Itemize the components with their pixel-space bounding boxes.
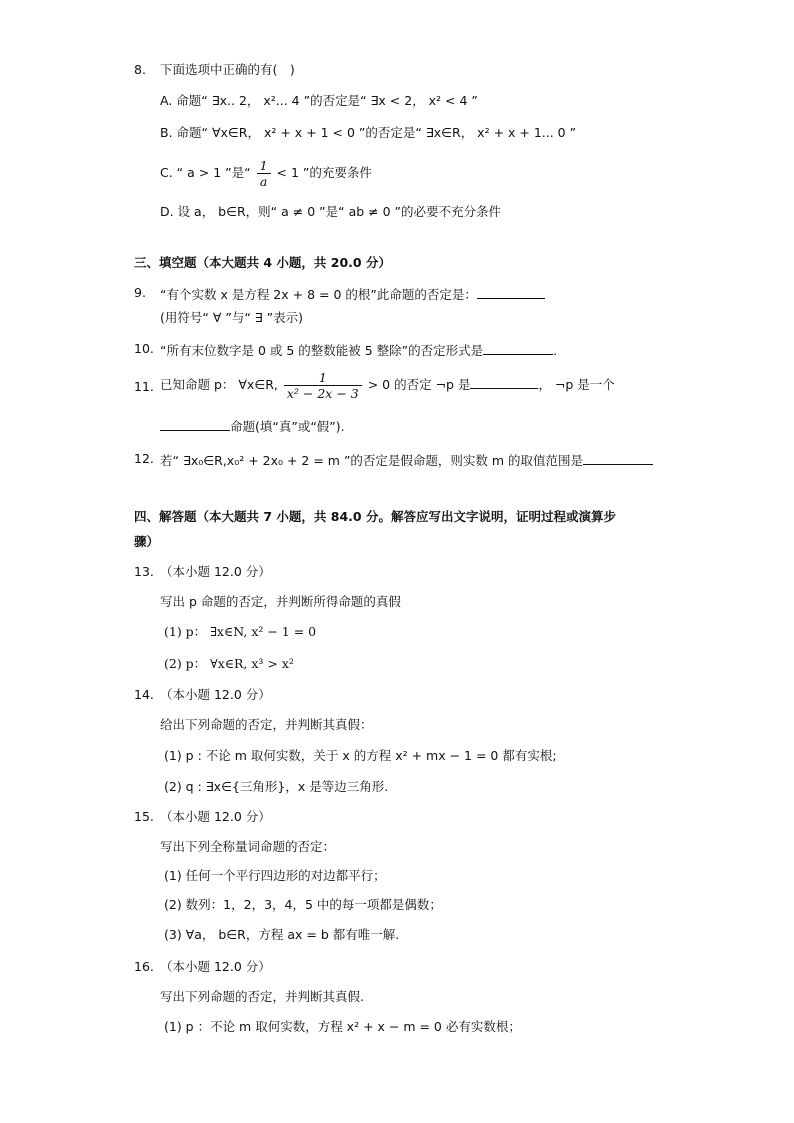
q8-number: 8. xyxy=(134,62,146,77)
q14-instruction: 给出下列命题的否定，并判断其真假： xyxy=(160,717,373,732)
q9-number: 9. xyxy=(134,285,146,300)
q12-answer-blank[interactable] xyxy=(583,450,653,465)
q15-number: 15. xyxy=(134,809,154,824)
q15-item-2: (2) 数列：1，2，3，4，5 中的每一项都是偶数； xyxy=(164,897,442,912)
q11-pre: 已知命题 p： ∀x∈R, xyxy=(160,377,278,392)
q16-item-1: (1) p ：不论 m 取何实数，方程 x² + x − m = 0 必有实数根； xyxy=(164,1019,521,1034)
q14-number: 14. xyxy=(134,687,154,702)
q14-score: （本小题 12.0 分） xyxy=(160,687,271,702)
q10-line xyxy=(160,340,557,360)
q10-answer-blank[interactable] xyxy=(483,340,553,355)
q11-line2-text: 命题(填“真”或“假”). xyxy=(230,419,345,434)
q13-instruction: 写出 p 命题的否定，并判断所得命题的真假 xyxy=(160,594,401,609)
q16-number: 16. xyxy=(134,959,154,974)
fraction-numerator: 1 xyxy=(318,370,327,385)
q10-end: . xyxy=(553,343,558,358)
fraction-denominator: a xyxy=(257,173,271,189)
section-4-title-line2: 骤） xyxy=(134,534,160,549)
q12-text: 若“ ∃x₀∈R,x₀² + 2x₀ + 2 = m ”的否定是假命题，则实数 m 的取值范围是 xyxy=(160,453,584,468)
q14-item-1: (1) p : 不论 m 取何实数，关于 x 的方程 x² + mx − 1 = 0 都有实根; xyxy=(164,748,557,763)
q13-item-2: (2) p： ∀x∈R, x³ > x² xyxy=(164,656,294,671)
q9-answer-blank[interactable] xyxy=(477,284,545,299)
q8-option-c-fraction xyxy=(257,158,271,189)
q11-line1 xyxy=(160,366,615,404)
q12-number: 12. xyxy=(134,451,154,466)
q8-option-c-post: < 1 ”的充要条件 xyxy=(276,165,372,180)
q8-option-c-pre: C. “ a > 1 ”是“ xyxy=(160,165,251,180)
q9-text: “有个实数 x 是方程 2x + 8 = 0 的根”此命题的否定是： xyxy=(160,287,477,302)
q11-mid: > 0 的否定 ¬p 是 xyxy=(367,377,471,392)
q16-score: （本小题 12.0 分） xyxy=(160,959,271,974)
q11-fraction xyxy=(284,370,362,401)
q8-stem: 下面选项中正确的有( ) xyxy=(160,62,295,77)
q15-score: （本小题 12.0 分） xyxy=(160,809,271,824)
q15-item-1: (1) 任何一个平行四边形的对边都平行； xyxy=(164,868,386,883)
q8-option-c xyxy=(160,155,372,191)
q12-line xyxy=(160,450,653,470)
fraction-numerator: 1 xyxy=(259,158,268,173)
q8-option-b: B. 命题“ ∀x∈R， x² + x + 1 < 0 ”的否定是“ ∃x∈R， x² + x + 1... 0 ” xyxy=(160,125,577,140)
q13-number: 13. xyxy=(134,564,154,579)
fraction-denominator: x² − 2x − 3 xyxy=(284,385,362,401)
q15-instruction: 写出下列全称量词命题的否定： xyxy=(160,839,336,854)
q8-option-d: D. 设 a， b∈R，则“ a ≠ 0 ”是“ ab ≠ 0 ”的必要不充分条件 xyxy=(160,204,501,219)
q14-item-2: (2) q : ∃x∈{三角形}，x 是等边三角形. xyxy=(164,779,389,794)
q9-line2: (用符号“ ∀ ”与“ ∃ ”表示) xyxy=(160,310,303,325)
section-4-title-line1: 四、解答题（本大题共 7 小题，共 84.0 分。解答应写出文字说明，证明过程或演算步 xyxy=(134,509,616,524)
q13-score: （本小题 12.0 分） xyxy=(160,564,271,579)
q11-answer-blank-1[interactable] xyxy=(470,374,538,389)
q11-number: 11. xyxy=(134,379,154,394)
q16-instruction: 写出下列命题的否定，并判断其真假. xyxy=(160,989,364,1004)
q11-line2 xyxy=(160,416,345,436)
q15-item-3: (3) ∀a， b∈R，方程 ax = b 都有唯一解. xyxy=(164,927,400,942)
section-3-title: 三、填空题（本大题共 4 小题，共 20.0 分） xyxy=(134,255,391,270)
q11-answer-blank-2[interactable] xyxy=(160,416,230,431)
q10-number: 10. xyxy=(134,341,154,356)
q11-mid2: ， ¬p 是一个 xyxy=(538,377,615,392)
q8-option-a: A. 命题“ ∃x.. 2， x²... 4 ”的否定是“ ∃x < 2， x² < 4 ” xyxy=(160,93,478,108)
q13-item-1: (1) p： ∃x∈N, x² − 1 = 0 xyxy=(164,624,317,639)
q9-line1 xyxy=(160,284,545,304)
q10-text: “所有末位数字是 0 或 5 的整数能被 5 整除”的否定形式是 xyxy=(160,343,484,358)
